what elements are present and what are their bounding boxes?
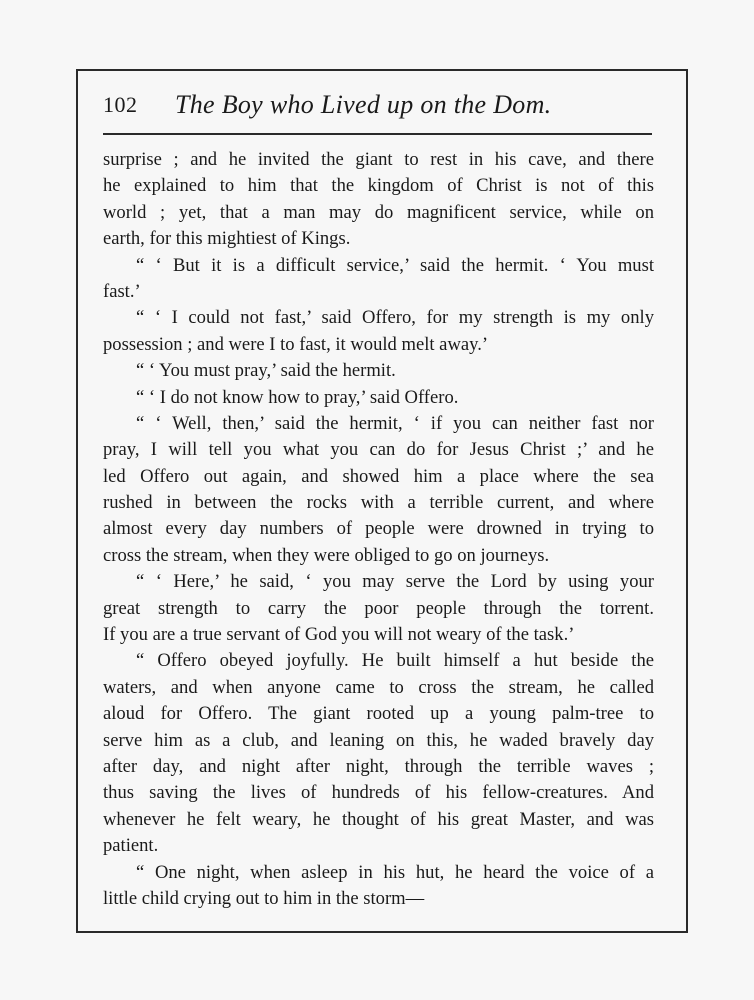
text-line: fast.’ [103,280,141,302]
text-line: earth, for this mightiest of Kings. [103,228,351,250]
text-line: rushed in between the rocks with a terrible current, and where [103,492,654,514]
text-line: almost every day numbers of people were drowned in trying to [103,518,654,540]
text-line: If you are a true servant of God you will not weary of the task.’ [103,624,575,646]
text-line: great strength to carry the poor people through the torrent. [103,597,654,619]
running-head [103,92,652,128]
page-number: 102 [103,92,138,117]
header-rule [103,133,652,135]
text-line: pray, I will tell you what you can do for Jesus Christ ;’ and he [103,439,654,461]
text-line: “ ‘ But it is a difficult service,’ said the hermit. ‘ You must [136,254,654,276]
text-line: waters, and when anyone came to cross the stream, he called [103,676,654,698]
text-line: “ ‘ You must pray,’ said the hermit. [136,360,396,382]
text-line: thus saving the lives of hundreds of his fellow-creatures. And [103,782,654,804]
text-line: serve him as a club, and leaning on this, he waded bravely day [103,729,654,751]
text-line: patient. [103,835,159,857]
text-line: whenever he felt weary, he thought of his great Master, and was [103,808,654,830]
text-line: surprise ; and he invited the giant to rest in his cave, and there [103,149,654,170]
text-line: “ ‘ Well, then,’ said the hermit, ‘ if you can neither fast nor [136,412,654,434]
text-line: little child crying out to him in the storm— [103,887,425,909]
text-line: “ One night, when asleep in his hut, he heard the voice of a [136,861,654,883]
text-line: “ ‘ I do not know how to pray,’ said Offero. [136,386,459,408]
body-text [103,147,654,912]
text-line: possession ; and were I to fast, it would melt away.’ [103,333,489,355]
text-line: “ ‘ I could not fast,’ said Offero, for my strength is my only [136,307,654,329]
text-line: he explained to him that the kingdom of Christ is not of this [103,175,654,197]
text-line: after day, and night after night, through the terrible waves ; [103,755,654,777]
text-line: world ; yet, that a man may do magnificent service, while on [103,201,654,223]
text-line: aloud for Offero. The giant rooted up a young palm-tree to [103,703,654,725]
text-line: led Offero out again, and showed him a place where the sea [103,465,654,487]
text-line: cross the stream, when they were obliged to go on journeys. [103,544,550,566]
text-line: “ Offero obeyed joyfully. He built himself a hut beside the [136,650,654,672]
text-line: “ ‘ Here,’ he said, ‘ you may serve the Lord by using your [136,571,654,593]
page-title: The Boy who Lived up on the Dom. [175,90,552,119]
